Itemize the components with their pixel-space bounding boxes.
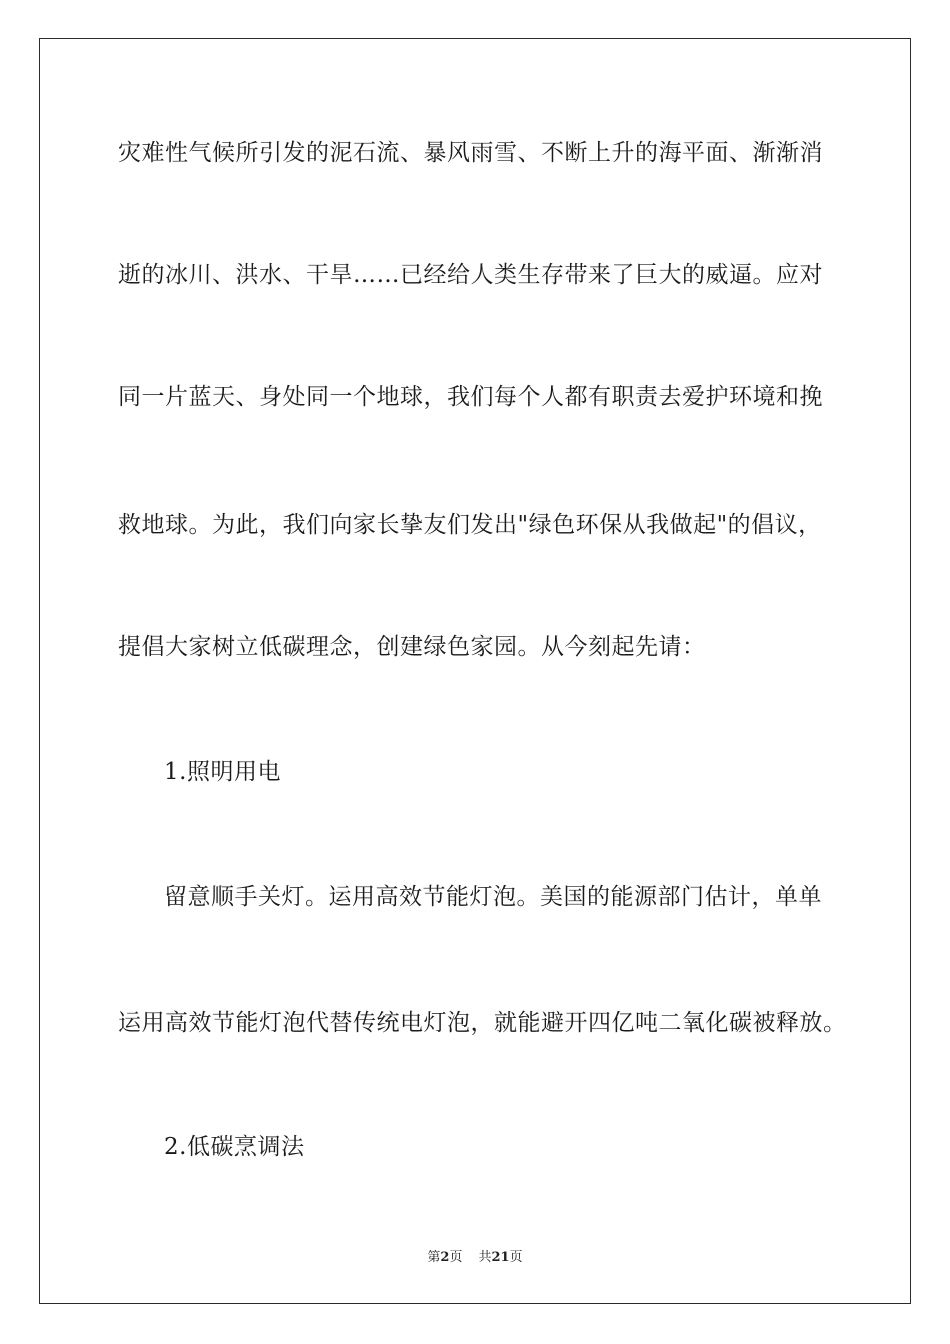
total-prefix: 共: [478, 1250, 492, 1265]
page-border: [39, 38, 911, 1304]
paragraph-line-2: 逝的冰川、洪水、干旱……已经给人类生存带来了巨大的威逼。应对: [118, 262, 823, 288]
section-heading-lighting: 1.照明用电: [164, 759, 281, 785]
paragraph-line-5: 提倡大家树立低碳理念，创建绿色家园。从今刻起先请：: [118, 634, 706, 660]
total-suffix: 页: [509, 1250, 523, 1265]
paragraph-line-4: 救地球。为此，我们向家长挚友们发出"绿色环保从我做起"的倡议，: [118, 512, 822, 538]
paragraph-line-6: 留意顺手关灯。运用高效节能灯泡。美国的能源部门估计，单单: [164, 884, 822, 910]
total-pages: 21: [491, 1250, 510, 1265]
paragraph-line-7: 运用高效节能灯泡代替传统电灯泡，就能避开四亿吨二氧化碳被释放。: [118, 1010, 847, 1036]
page-prefix: 第: [427, 1250, 441, 1265]
page-footer: [0, 1246, 950, 1265]
paragraph-line-3: 同一片蓝天、身处同一个地球，我们每个人都有职责去爱护环境和挽: [118, 384, 823, 410]
paragraph-line-1: 灾难性气候所引发的泥石流、暴风雨雪、不断上升的海平面、渐渐消: [118, 140, 823, 166]
section-heading-cooking: 2.低碳烹调法: [164, 1134, 305, 1160]
page-suffix: 页: [449, 1250, 463, 1265]
page-number: 2: [440, 1250, 450, 1265]
